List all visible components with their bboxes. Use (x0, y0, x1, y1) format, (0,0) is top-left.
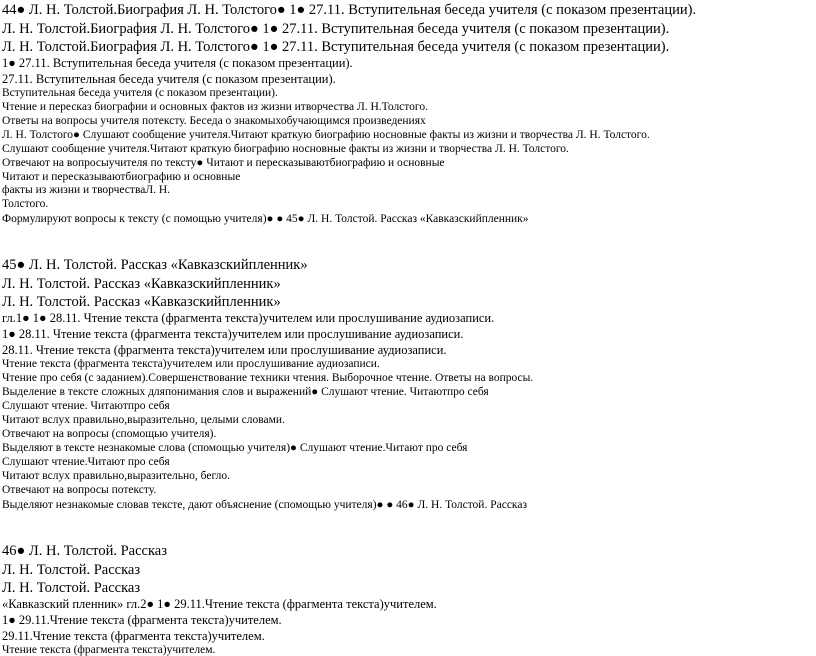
text-line-6: Вступительная беседа учителя (с показом презентации). (2, 87, 278, 99)
text-line-19: гл.1● 1● 28.11. Чтение текста (фрагмента текста)учителем или прослушивание аудиозаписи. (2, 311, 495, 325)
text-line-5: 27.11. Вступительная беседа учителя (с показом презентации). (2, 72, 336, 86)
text-line-35: Л. Н. Толстой. Рассказ (2, 580, 141, 596)
text-line-15: Формулируют вопросы к тексту (с помощью учителя)● ● 45● Л. Н. Толстой. Рассказ «Кавказскийпленник» (2, 213, 529, 225)
text-line-24: Выделение в тексте сложных дляпонимания слов и выражений● Слушают чтение. Читаютпро себя (2, 386, 489, 398)
text-line-26: Читают вслух правильно,выразительно, целыми словами. (2, 414, 285, 426)
text-line-32: Выделяют незнакомые словав тексте, дают объяснение (спомощью учителя)● ● 46● Л. Н. Толстой. Рассказ (2, 499, 527, 511)
text-line-30: Читают вслух правильно,выразительно, бегло. (2, 470, 230, 482)
text-line-8: Ответы на вопросы учителя потексту. Беседа о знакомыхобучающимся произведениях (2, 115, 426, 127)
text-line-38: 29.11.Чтение текста (фрагмента текста)учителем. (2, 629, 265, 643)
text-line-18: Л. Н. Толстой. Рассказ «Кавказскийпленник» (2, 294, 281, 310)
text-line-21: 28.11. Чтение текста (фрагмента текста)учителем или прослушивание аудиозаписи. (2, 343, 447, 357)
text-line-17: Л. Н. Толстой. Рассказ «Кавказскийпленник» (2, 276, 281, 292)
text-line-29: Слушают чтение.Читают про себя (2, 456, 170, 468)
text-line-2: Л. Н. Толстой.Биография Л. Н. Толстого● 1● 27.11. Вступительная беседа учителя (с показом презентации). (2, 21, 670, 37)
text-line-33: 46● Л. Н. Толстой. Рассказ (2, 543, 167, 559)
text-line-39: Чтение текста (фрагмента текста)учителем. (2, 644, 216, 656)
text-line-1: 44● Л. Н. Толстой.Биография Л. Н. Толстого● 1● 27.11. Вступительная беседа учителя (с показом презентации). (2, 2, 697, 18)
text-line-28: Выделяют в тексте незнакомые слова (спомощью учителя)● Слушают чтение.Читают про себя (2, 442, 468, 454)
text-line-7: Чтение и пересказ биографии и основных фактов из жизни итворчества Л. Н.Толстого. (2, 101, 428, 113)
text-line-23: Чтение про себя (с заданием).Совершенствование техники чтения. Выборочное чтение. Ответы на вопросы. (2, 372, 534, 384)
text-line-4: 1● 27.11. Вступительная беседа учителя (с показом презентации). (2, 56, 353, 70)
text-line-31: Отвечают на вопросы потексту. (2, 484, 157, 496)
text-line-27: Отвечают на вопросы (спомощью учителя). (2, 428, 217, 440)
text-line-20: 1● 28.11. Чтение текста (фрагмента текста)учителем или прослушивание аудиозаписи. (2, 327, 464, 341)
text-line-12: Читают и пересказываютбиографию и основные (2, 171, 241, 183)
text-line-11: Отвечают на вопросыучителя по тексту● Читают и пересказываютбиографию и основные (2, 157, 445, 169)
text-line-16: 45● Л. Н. Толстой. Рассказ «Кавказскийпленник» (2, 257, 308, 273)
text-line-10: Слушают сообщение учителя.Читают краткую биографию носновные факты из жизни и творчества Л. Н. Толстого. (2, 143, 569, 155)
text-line-37: 1● 29.11.Чтение текста (фрагмента текста)учителем. (2, 613, 282, 627)
text-line-9: Л. Н. Толстого● Слушают сообщение учителя.Читают краткую биографию носновные факты из жизни и творчества Л. Н. Толстого. (2, 129, 650, 141)
text-line-34: Л. Н. Толстой. Рассказ (2, 562, 141, 578)
text-line-25: Слушают чтение. Читаютпро себя (2, 400, 170, 412)
text-line-22: Чтение текста (фрагмента текста)учителем или прослушивание аудиозаписи. (2, 358, 380, 370)
text-line-13: факты из жизни и творчестваЛ. Н. (2, 184, 171, 196)
text-line-36: «Кавказский пленник» гл.2● 1● 29.11.Чтение текста (фрагмента текста)учителем. (2, 597, 437, 611)
text-line-14: Толстого. (2, 198, 49, 210)
text-line-3: Л. Н. Толстой.Биография Л. Н. Толстого● 1● 27.11. Вступительная беседа учителя (с показом презентации). (2, 39, 670, 55)
